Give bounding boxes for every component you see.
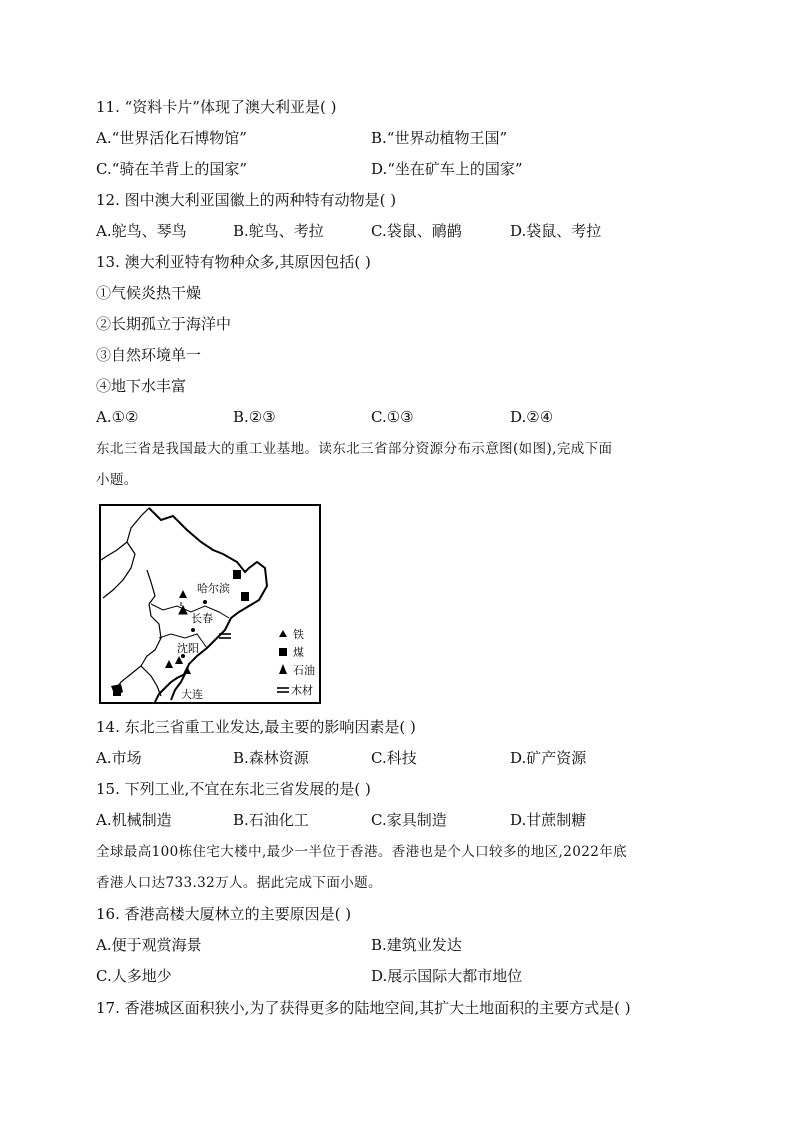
question-11-stem: 11. “资料卡片”体现了澳大利亚是( ) <box>96 98 337 116</box>
question-15-option-b: B.石油化工 <box>233 811 309 829</box>
question-14-stem: 14. 东北三省重工业发达,最主要的影响因素是( ) <box>96 718 416 736</box>
coal-icon <box>233 570 241 579</box>
question-17-stem: 17. 香港城区面积狭小,为了获得更多的陆地空间,其扩大土地面积的主要方式是( ) <box>96 999 631 1017</box>
passage-northeast-line-2: 小题。 <box>96 472 138 488</box>
harbin-dot <box>203 600 207 604</box>
question-13-item-2: ②长期孤立于海洋中 <box>96 315 232 333</box>
question-11-option-d: D.“坐在矿车上的国家” <box>371 160 523 178</box>
northeast-outline <box>149 508 267 702</box>
question-12-option-d: D.袋鼠、考拉 <box>510 222 602 240</box>
question-15-option-a: A.机械制造 <box>96 811 172 829</box>
question-14-option-c: C.科技 <box>371 749 417 767</box>
city-label-dalian: 大连 <box>181 688 203 701</box>
question-12-option-c: C.袋鼠、鸸鹋 <box>371 222 462 240</box>
passage-northeast-line-1: 东北三省是我国最大的重工业基地。读东北三省部分资源分布示意图(如图),完成下面 <box>96 441 613 457</box>
iron-icon <box>179 590 187 598</box>
legend-iron-label: 铁 <box>293 628 304 641</box>
question-13-option-d: D.②④ <box>510 408 554 426</box>
question-11-option-a: A.“世界活化石博物馆” <box>96 129 247 147</box>
coal-icon <box>113 688 121 696</box>
legend-oil-label: 石油 <box>293 664 315 677</box>
question-15-option-d: D.甘蔗制糖 <box>510 811 587 829</box>
question-13-option-c: C.①③ <box>371 408 414 426</box>
changchun-dot <box>191 628 195 632</box>
city-label-harbin: 哈尔滨 <box>197 582 230 595</box>
question-11-option-b: B.“世界动植物王国” <box>371 129 508 147</box>
question-13-option-b: B.②③ <box>233 408 276 426</box>
question-16-option-a: A.便于观赏海景 <box>96 936 202 954</box>
question-16-option-d: D.展示国际大都市地位 <box>371 967 523 985</box>
coal-icon <box>241 592 249 601</box>
question-16-option-b: B.建筑业发达 <box>371 936 462 954</box>
question-14-option-d: D.矿产资源 <box>510 749 587 767</box>
question-15-option-c: C.家具制造 <box>371 811 447 829</box>
iron-icon <box>165 660 173 668</box>
iron-icon <box>183 666 191 674</box>
question-12-option-b: B.鸵鸟、考拉 <box>233 222 324 240</box>
legend-coal-icon <box>279 648 287 656</box>
province-border-1 <box>151 604 229 618</box>
question-13-item-4: ④地下水丰富 <box>96 377 187 395</box>
passage-hongkong-line-1: 全球最高100栋住宅大楼中,最少一半位于香港。香港也是个人口较多的地区,2022年底 <box>96 844 628 860</box>
question-12-option-a: A.鸵鸟、琴鸟 <box>96 222 187 240</box>
coastline-south <box>141 666 161 696</box>
legend-coal-label: 煤 <box>293 646 304 659</box>
legend-timber-label: 木材 <box>291 684 313 697</box>
question-11-option-c: C.“骑在羊背上的国家” <box>96 160 248 178</box>
question-14-option-b: B.森林资源 <box>233 749 309 767</box>
question-14-option-a: A.市场 <box>96 749 142 767</box>
northeast-resource-map <box>99 504 321 704</box>
city-label-changchun: 长春 <box>191 612 213 625</box>
west-boundary <box>101 508 161 690</box>
question-13-option-a: A.①② <box>96 408 139 426</box>
city-label-shenyang: 沈阳 <box>177 642 199 655</box>
question-16-stem: 16. 香港高楼大厦林立的主要原因是( ) <box>96 905 352 923</box>
question-13-item-1: ①气候炎热干燥 <box>96 284 202 302</box>
legend-iron-icon <box>279 630 287 637</box>
legend-oil-icon <box>279 664 287 674</box>
question-13-stem: 13. 澳大利亚特有物种众多,其原因包括( ) <box>96 253 371 271</box>
oil-icon <box>179 602 187 614</box>
question-16-option-c: C.人多地少 <box>96 967 172 985</box>
question-15-stem: 15. 下列工业,不宜在东北三省发展的是( ) <box>96 780 371 798</box>
question-13-item-3: ③自然环境单一 <box>96 346 202 364</box>
passage-hongkong-line-2: 香港人口达733.32万人。据此完成下面小题。 <box>96 875 382 891</box>
question-12-stem: 12. 图中澳大利亚国徽上的两种特有动物是( ) <box>96 191 397 209</box>
